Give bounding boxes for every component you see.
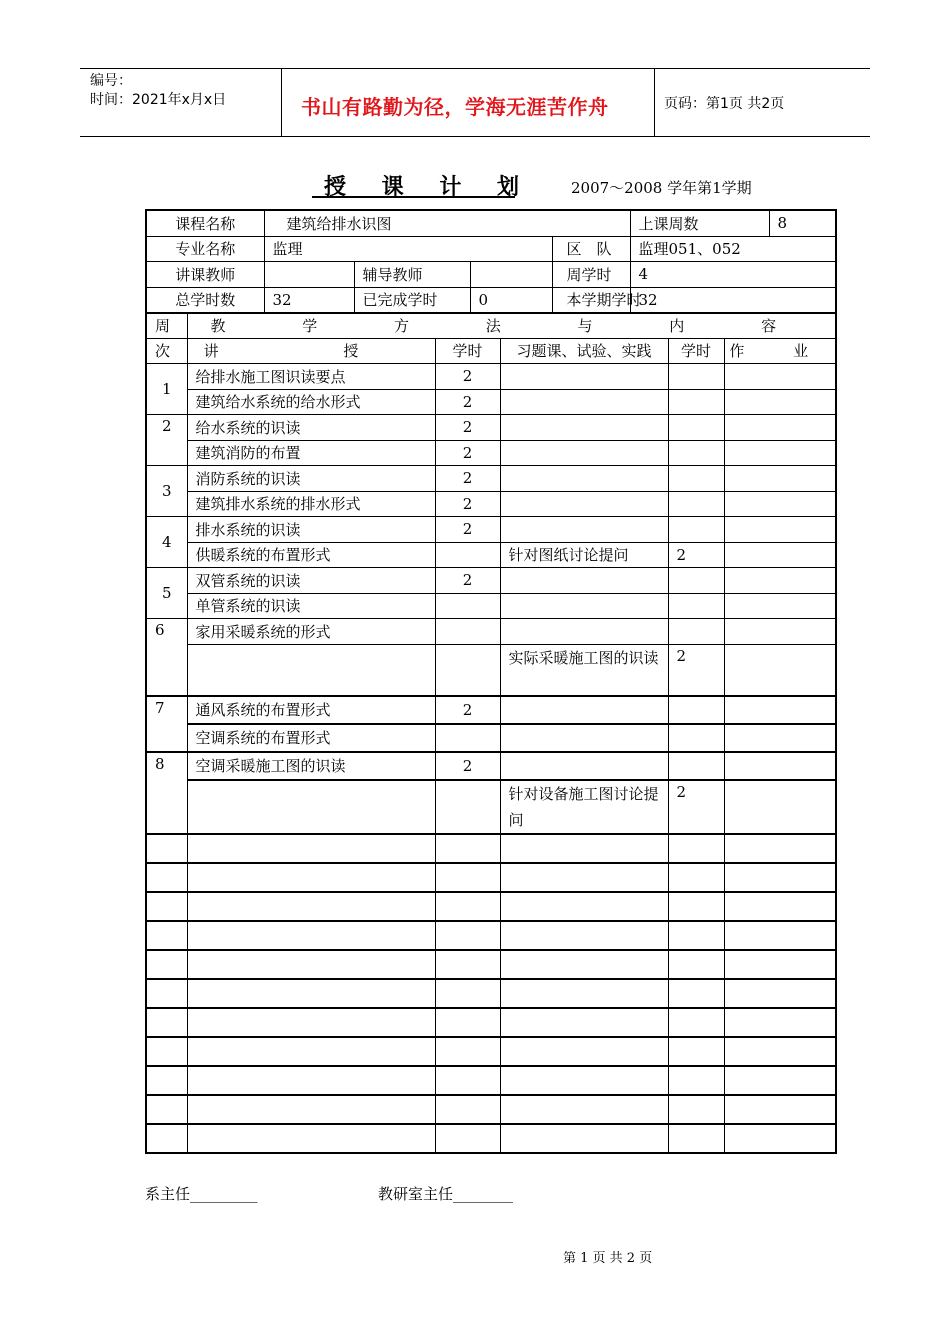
- practice-topic: [500, 389, 668, 415]
- course-info-table: [145, 209, 837, 314]
- week-number: 3: [146, 466, 187, 517]
- major-label: 专业名称: [146, 236, 264, 262]
- course-name-label: 课程名称: [146, 210, 264, 236]
- homework-header: 作 业: [724, 338, 836, 364]
- empty-row: [146, 834, 836, 863]
- practice-hours: [668, 491, 724, 517]
- practice-hours: [668, 593, 724, 619]
- lecture-hours: 2: [435, 696, 500, 724]
- dept-head-signature: 系主任_________: [145, 1185, 258, 1203]
- lecture-hours: 2: [435, 364, 500, 390]
- lecture-topic: 排水系统的识读: [187, 517, 435, 543]
- lecture-topic: 单管系统的识读: [187, 593, 435, 619]
- lecture-topic: 建筑排水系统的排水形式: [187, 491, 435, 517]
- homework-cell: [724, 696, 836, 724]
- homework-cell: [724, 466, 836, 492]
- week-number: 5: [146, 568, 187, 619]
- week-number: 2: [146, 415, 187, 466]
- lecture-hours: 2: [435, 568, 500, 594]
- table-row: [146, 724, 836, 752]
- practice-hours: [668, 364, 724, 390]
- homework-cell: [724, 780, 836, 834]
- teacher-value: [264, 262, 354, 288]
- practice-hours: 2: [668, 542, 724, 568]
- weeks-label: 上课周数: [630, 210, 769, 236]
- table-row: [146, 780, 836, 834]
- practice-topic: [500, 752, 668, 780]
- practice-topic: [500, 466, 668, 492]
- time-label: 时间：2021年x月x日: [90, 92, 227, 108]
- lecture-topic: 建筑给水系统的给水形式: [187, 389, 435, 415]
- homework-cell: [724, 517, 836, 543]
- table-row: [146, 644, 836, 696]
- practice-hours: [668, 696, 724, 724]
- practice-topic: 实际采暖施工图的识读: [500, 644, 668, 696]
- lecture-hours: 2: [435, 517, 500, 543]
- practice-hours: [668, 466, 724, 492]
- lecture-hours: [435, 724, 500, 752]
- lecture-topic: 给排水施工图识读要点: [187, 364, 435, 390]
- practice-topic: [500, 696, 668, 724]
- empty-row: [146, 1037, 836, 1066]
- homework-cell: [724, 440, 836, 466]
- page-footer: 第 1 页 共 2 页: [563, 1251, 653, 1266]
- practice-topic: [500, 619, 668, 645]
- completed-hours-value: 0: [470, 287, 552, 313]
- practice-hours: [668, 724, 724, 752]
- lecture-hours: [435, 619, 500, 645]
- page-title: 授 课 计 划: [324, 174, 533, 200]
- practice-hours: 2: [668, 644, 724, 696]
- homework-cell: [724, 542, 836, 568]
- practice-topic: 针对设备施工图讨论提问: [500, 780, 668, 834]
- empty-row: [146, 1095, 836, 1124]
- table-row: [146, 440, 836, 466]
- table-row: [146, 593, 836, 619]
- lecture-topic: 供暖系统的布置形式: [187, 542, 435, 568]
- practice-topic: [500, 364, 668, 390]
- week-header-2: 次: [146, 338, 187, 364]
- header-top-border: [80, 68, 870, 69]
- practice-hours: [668, 440, 724, 466]
- homework-cell: [724, 491, 836, 517]
- total-hours-label: 总学时数: [146, 287, 264, 313]
- team-label: 区 队: [552, 236, 630, 262]
- week-number: 6: [146, 619, 187, 696]
- lecture-hours: 2: [435, 440, 500, 466]
- table-row: [146, 415, 836, 441]
- table-row: [146, 696, 836, 724]
- practice-topic: [500, 724, 668, 752]
- empty-row: [146, 1066, 836, 1095]
- lecture-topic: 消防系统的识读: [187, 466, 435, 492]
- lecture-header: 讲 授: [187, 338, 435, 364]
- lecture-topic: 建筑消防的布置: [187, 440, 435, 466]
- major-value: 监理: [264, 236, 552, 262]
- table-row: [146, 752, 836, 780]
- practice-topic: 针对图纸讨论提问: [500, 542, 668, 568]
- completed-hours-label: 已完成学时: [354, 287, 470, 313]
- practice-topic: [500, 568, 668, 594]
- homework-cell: [724, 619, 836, 645]
- assistant-value: [470, 262, 552, 288]
- header-divider: [654, 68, 655, 136]
- lecture-hours: 2: [435, 491, 500, 517]
- practice-hours: [668, 517, 724, 543]
- office-head-signature: 教研室主任________: [378, 1185, 514, 1203]
- practice-hours: [668, 619, 724, 645]
- teaching-plan-table: [145, 312, 837, 1154]
- practice-hours: 2: [668, 780, 724, 834]
- teacher-label: 讲课教师: [146, 262, 264, 288]
- lecture-hours: 2: [435, 415, 500, 441]
- practice-hours: [668, 415, 724, 441]
- page-label: 页码：第1页 共2页: [664, 96, 785, 112]
- homework-cell: [724, 724, 836, 752]
- team-value: 监理051、052: [630, 236, 836, 262]
- empty-row: [146, 950, 836, 979]
- lecture-hours: 2: [435, 389, 500, 415]
- practice-header: 习题课、试验、实践: [500, 338, 668, 364]
- practice-topic: [500, 593, 668, 619]
- methods-header: 教 学 方 法 与 内 容: [187, 313, 836, 339]
- week-number: 1: [146, 364, 187, 415]
- practice-hours: [668, 389, 724, 415]
- lecture-topic: 空调采暖施工图的识读: [187, 752, 435, 780]
- weekly-hours-value: 4: [630, 262, 836, 288]
- hours-header: 学时: [435, 338, 500, 364]
- lecture-hours: [435, 780, 500, 834]
- table-row: [146, 517, 836, 543]
- lecture-hours: [435, 593, 500, 619]
- week-header: 周: [146, 313, 187, 339]
- week-number: 4: [146, 517, 187, 568]
- term-hours-label: 本学期学时: [552, 287, 630, 313]
- header-bottom-border: [80, 136, 870, 137]
- lecture-hours: [435, 542, 500, 568]
- table-row: [146, 542, 836, 568]
- table-row: [146, 568, 836, 594]
- practice-topic: [500, 491, 668, 517]
- lecture-hours: 2: [435, 752, 500, 780]
- homework-cell: [724, 593, 836, 619]
- table-row: [146, 466, 836, 492]
- weeks-value: 8: [769, 210, 836, 236]
- lecture-topic: 空调系统的布置形式: [187, 724, 435, 752]
- title-underline: [312, 196, 515, 198]
- homework-cell: [724, 389, 836, 415]
- practice-hours: [668, 568, 724, 594]
- practice-hours-header: 学时: [668, 338, 724, 364]
- homework-cell: [724, 415, 836, 441]
- practice-topic: [500, 440, 668, 466]
- practice-topic: [500, 415, 668, 441]
- homework-cell: [724, 364, 836, 390]
- term-label: 2007～2008 学年第1学期: [571, 179, 752, 197]
- week-number: 8: [146, 752, 187, 834]
- assistant-label: 辅导教师: [354, 262, 470, 288]
- empty-row: [146, 1124, 836, 1153]
- serial-label: 编号：: [90, 73, 132, 89]
- table-row: [146, 491, 836, 517]
- practice-topic: [500, 517, 668, 543]
- homework-cell: [724, 752, 836, 780]
- empty-row: [146, 921, 836, 950]
- lecture-hours: [435, 644, 500, 696]
- header-divider: [281, 68, 282, 136]
- practice-hours: [668, 752, 724, 780]
- term-hours-value: 32: [630, 287, 836, 313]
- homework-cell: [724, 568, 836, 594]
- lecture-hours: 2: [435, 466, 500, 492]
- empty-row: [146, 863, 836, 892]
- table-row: [146, 364, 836, 390]
- week-number: 7: [146, 696, 187, 752]
- table-row: [146, 619, 836, 645]
- table-row: [146, 389, 836, 415]
- lecture-topic: 家用采暖系统的形式: [187, 619, 435, 645]
- lecture-topic: 双管系统的识读: [187, 568, 435, 594]
- homework-cell: [724, 644, 836, 696]
- total-hours-value: 32: [264, 287, 354, 313]
- motto: 书山有路勤为径，学海无涯苦作舟: [301, 95, 609, 119]
- lecture-topic: 通风系统的布置形式: [187, 696, 435, 724]
- course-name-value: 建筑给排水识图: [264, 210, 630, 236]
- empty-row: [146, 979, 836, 1008]
- lecture-topic: [187, 644, 435, 696]
- lecture-topic: [187, 780, 435, 834]
- lecture-topic: 给水系统的识读: [187, 415, 435, 441]
- weekly-hours-label: 周学时: [552, 262, 630, 288]
- empty-row: [146, 892, 836, 921]
- empty-row: [146, 1008, 836, 1037]
